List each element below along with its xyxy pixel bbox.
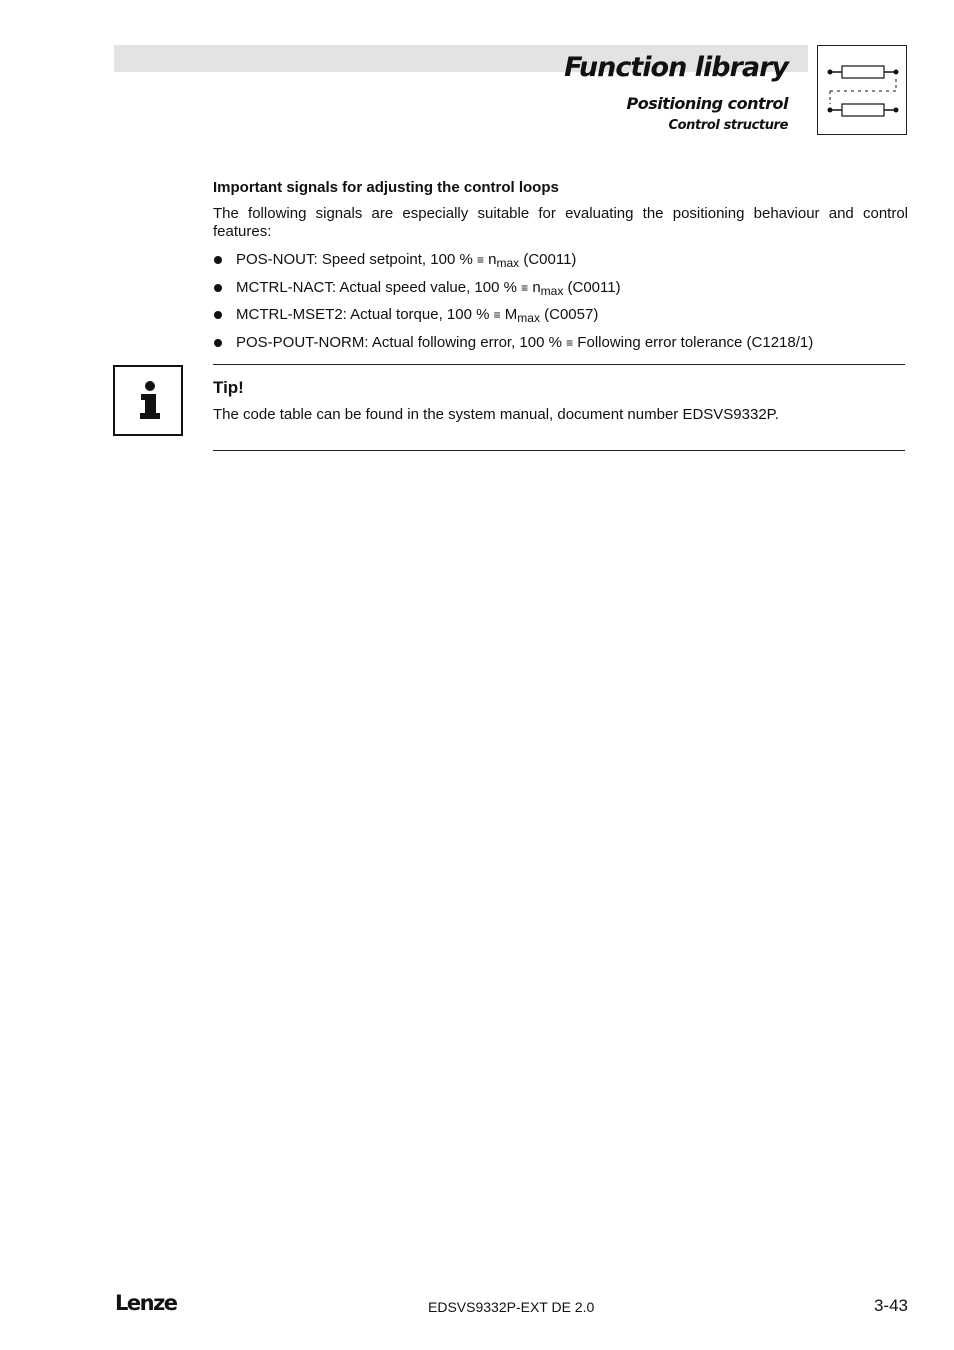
info-icon	[113, 365, 183, 436]
function-block-diagram-icon	[817, 45, 907, 135]
lenze-logo: Lenze	[115, 1291, 177, 1315]
tip-top-divider	[213, 364, 905, 365]
intro-paragraph: The following signals are especially suitable for evaluating the positioning behaviour and control features:	[213, 205, 908, 240]
tip-bottom-divider	[213, 450, 905, 451]
tip-heading: Tip!	[213, 378, 244, 397]
bullet-icon	[214, 339, 222, 347]
chapter-subtitle: Positioning control	[626, 94, 788, 113]
bullet-icon	[214, 284, 222, 292]
list-item: POS-NOUT: Speed setpoint, 100 % ≡ $n_{max}$ (C0011)	[213, 251, 813, 279]
page-number: 3-43	[873, 1296, 908, 1315]
tip-text: The code table can be found in the system manual, document number EDSVS9332P.	[213, 406, 779, 423]
bullet-icon	[214, 311, 222, 319]
list-item: MCTRL-NACT: Actual speed value, 100 % ≡ $n_{max}$ (C0011)	[213, 279, 813, 307]
section-subtitle: Control structure	[668, 118, 788, 133]
page-title: Function library	[564, 52, 788, 83]
bullet-icon	[214, 256, 222, 264]
list-item: MCTRL-MSET2: Actual torque, 100 % ≡ $M_{max}$ (C0057)	[213, 306, 813, 334]
document-code: EDSVS9332P-EXT DE 2.0	[428, 1299, 595, 1315]
signal-list	[213, 251, 813, 361]
list-item: POS-POUT-NORM: Actual following error, 100 % ≡ Following error tolerance (C1218/1)	[213, 334, 813, 362]
section-heading: Important signals for adjusting the control loops	[213, 179, 559, 196]
